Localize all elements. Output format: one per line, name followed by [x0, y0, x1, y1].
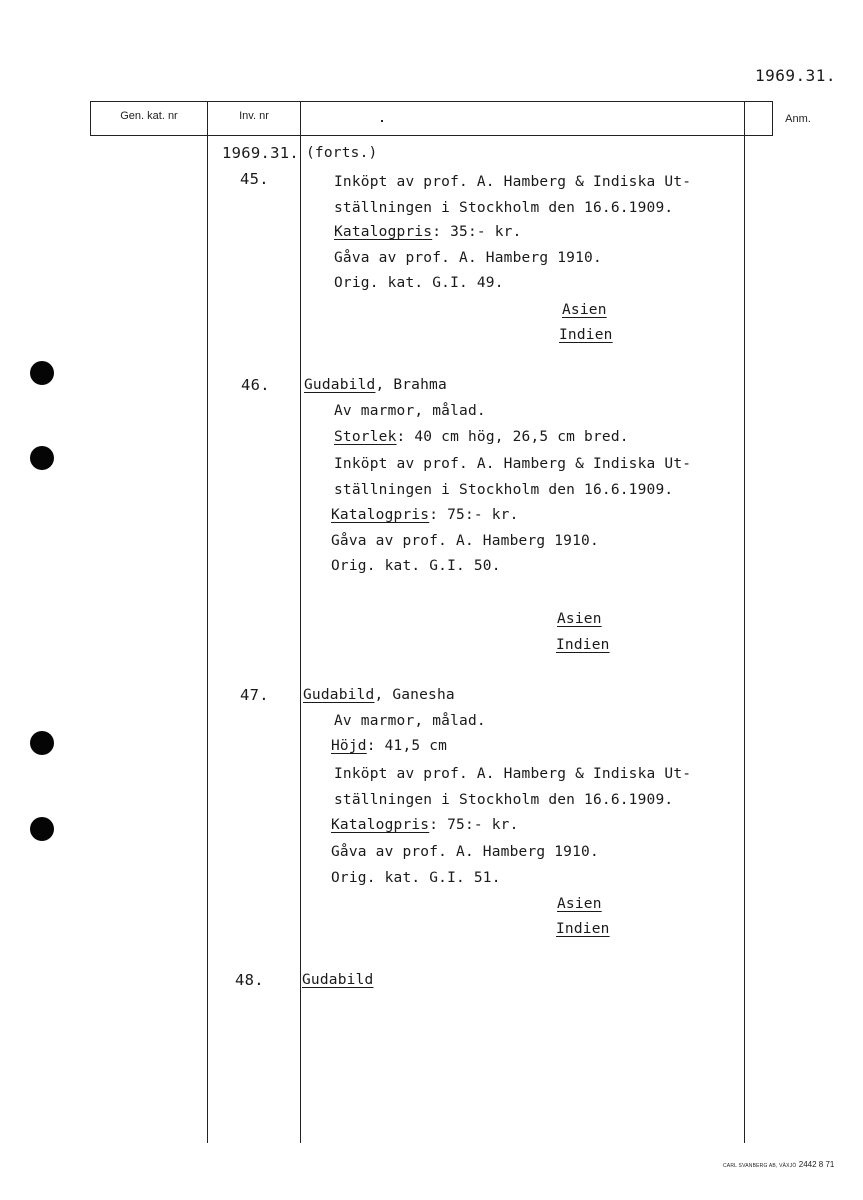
entry-line: Inköpt av prof. A. Hamberg & Indiska Ut- — [334, 456, 692, 472]
punch-hole — [30, 731, 54, 755]
orig-kat-line: Orig. kat. G.I. 50. — [331, 558, 501, 574]
entry-title-rest: , Brahma — [375, 377, 447, 393]
gift-line: Gåva av prof. A. Hamberg 1910. — [331, 533, 599, 549]
katalogpris-value: : 75:- kr. — [429, 817, 519, 833]
size-value: : 41,5 cm — [366, 738, 448, 754]
material-line: Av marmor, målad. — [334, 713, 486, 729]
inv-number: 48. — [235, 971, 264, 989]
header-inv: Inv. nr — [239, 110, 269, 122]
column-divider-gen-inv — [207, 101, 208, 1143]
inv-number: 46. — [241, 376, 270, 394]
punch-hole — [30, 446, 54, 470]
entry-title — [303, 682, 455, 708]
entry-title-label: Gudabild — [302, 972, 374, 988]
printer-name: CARL SVANBERG AB, VÄXJÖ — [723, 1163, 797, 1169]
entry-line: ställningen i Stockholm den 16.6.1909. — [334, 482, 674, 498]
punch-hole — [30, 817, 54, 841]
entry-title — [304, 372, 447, 398]
inv-prefix: 1969.31. — [222, 144, 300, 162]
inv-number: 45. — [240, 170, 269, 188]
header-gen-kat: Gen. kat. nr — [120, 110, 178, 122]
entry-line: ställningen i Stockholm den 16.6.1909. — [334, 200, 674, 216]
entry-line: Inköpt av prof. A. Hamberg & Indiska Ut- — [334, 174, 692, 190]
katalogpris-label: Katalogpris — [331, 507, 430, 523]
gift-line: Gåva av prof. A. Hamberg 1910. — [331, 844, 599, 860]
printer-imprint — [723, 1160, 834, 1169]
country-label: Indien — [556, 637, 610, 653]
column-divider-inv-text — [300, 101, 301, 1143]
size-line — [334, 424, 629, 450]
entry-title: (forts.) — [306, 145, 378, 161]
inv-number: 47. — [240, 686, 269, 704]
entry-title-label: Gudabild — [303, 687, 375, 703]
katalogpris-value: : 35:- kr. — [432, 224, 522, 240]
katalogpris-label: Katalogpris — [334, 224, 433, 240]
entry-line: Inköpt av prof. A. Hamberg & Indiska Ut- — [334, 766, 692, 782]
entry-line: ställningen i Stockholm den 16.6.1909. — [334, 792, 674, 808]
country-label: Indien — [556, 921, 610, 937]
orig-kat-line: Orig. kat. G.I. 49. — [334, 275, 504, 291]
size-label: Storlek — [334, 429, 397, 445]
region-label: Asien — [562, 302, 607, 318]
country-label: Indien — [559, 327, 613, 343]
size-label: Höjd — [331, 738, 367, 754]
katalogpris-label: Katalogpris — [331, 817, 430, 833]
table-top-border — [90, 101, 773, 102]
katalogpris-line — [331, 502, 519, 528]
katalogpris-line — [334, 219, 522, 245]
header-anm: Anm. — [785, 113, 811, 125]
form-code: 2442 8 71 — [798, 1160, 835, 1169]
region-label: Asien — [557, 611, 602, 627]
page-number: 1969.31. — [755, 66, 837, 85]
region-label: Asien — [557, 896, 602, 912]
size-value: : 40 cm hög, 26,5 cm bred. — [396, 429, 629, 445]
material-line: Av marmor, målad. — [334, 403, 486, 419]
column-divider-text-anm — [744, 101, 745, 1143]
entry-title-label: Gudabild — [304, 377, 376, 393]
punch-hole — [30, 361, 54, 385]
katalogpris-value: : 75:- kr. — [429, 507, 519, 523]
gift-line: Gåva av prof. A. Hamberg 1910. — [334, 250, 602, 266]
entry-title-rest: , Ganesha — [374, 687, 455, 703]
header-text-mark — [381, 120, 383, 122]
orig-kat-line: Orig. kat. G.I. 51. — [331, 870, 501, 886]
katalogpris-line — [331, 812, 519, 838]
table-header-border — [90, 135, 773, 136]
size-line — [331, 733, 447, 759]
